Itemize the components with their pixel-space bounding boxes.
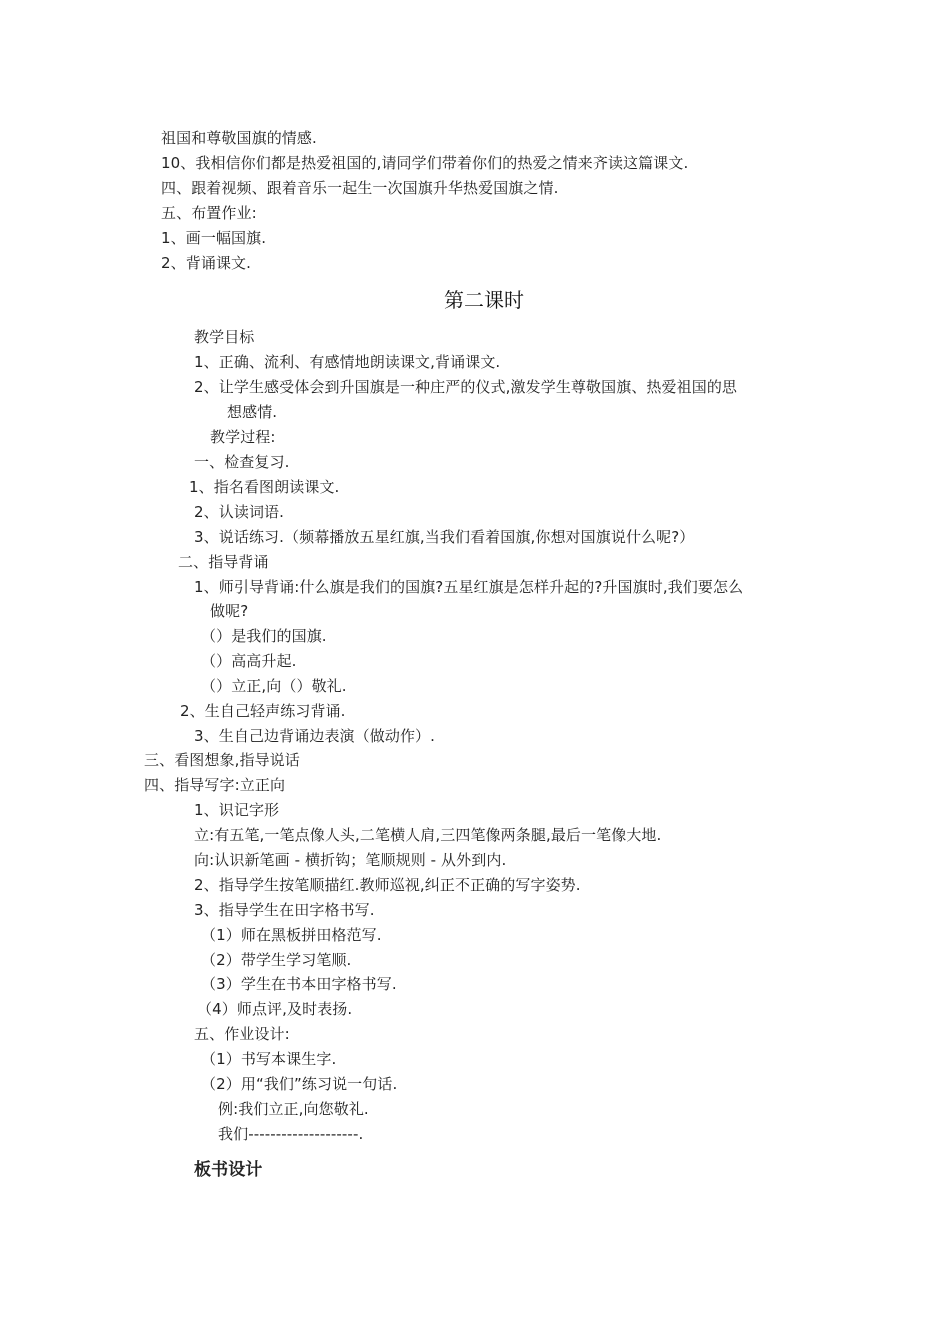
process-line: 立:有五笔,一笔点像人头,二笔横人肩,三四笔像两条腿,最后一笔像大地. xyxy=(194,826,662,844)
process-line: （2）带学生学习笔顺. xyxy=(201,951,352,969)
process-line: （3）学生在书本田字格书写. xyxy=(201,975,397,993)
process-line: （）高高升起. xyxy=(201,652,297,670)
process-line: 向:认识新笔画 - 横折钩；笔顺规则 - 从外到内. xyxy=(194,851,507,869)
text-line: 1、画一幅国旗. xyxy=(161,229,267,247)
process-line: 2、认读词语. xyxy=(194,503,285,521)
process-line: 四、指导写字:立正向 xyxy=(144,776,286,794)
process-line: （）是我们的国旗. xyxy=(201,627,327,645)
board-design-heading: 板书设计 xyxy=(194,1160,263,1180)
goal-item: 2、让学生感受体会到升国旗是一种庄严的仪式,激发学生尊敬国旗、热爱祖国的思 xyxy=(194,378,738,396)
process-line: 1、识记字形 xyxy=(194,801,280,819)
text-line: 四、跟着视频、跟着音乐一起生一次国旗升华热爱国旗之情. xyxy=(161,179,559,197)
process-line: 3、说话练习.（频幕播放五星红旗,当我们看着国旗,你想对国旗说什么呢?） xyxy=(194,528,695,546)
process-line: 例:我们立正,向您敬礼. xyxy=(218,1100,369,1118)
process-line: 三、看图想象,指导说话 xyxy=(144,751,300,769)
process-line: 我们--------------------. xyxy=(218,1125,364,1143)
text-line: 祖国和尊敬国旗的情感. xyxy=(161,129,317,147)
process-line: 3、生自己边背诵边表演（做动作）. xyxy=(194,727,436,745)
section-title: 第二课时 xyxy=(444,288,524,312)
process-line: 1、师引导背诵:什么旗是我们的国旗?五星红旗是怎样升起的?升国旗时,我们要怎么 xyxy=(194,578,744,596)
process-line: 1、指名看图朗读课文. xyxy=(189,478,340,496)
process-line: 2、生自己轻声练习背诵. xyxy=(180,702,346,720)
process-line: 二、指导背诵 xyxy=(178,553,269,571)
process-line: （）立正,向（）敬礼. xyxy=(201,677,347,695)
process-line: 3、指导学生在田字格书写. xyxy=(194,901,375,919)
goals-heading: 教学目标 xyxy=(194,328,255,346)
text-line: 2、背诵课文. xyxy=(161,254,252,272)
process-line: 五、作业设计: xyxy=(194,1025,290,1043)
process-line: （4）师点评,及时表扬. xyxy=(197,1000,353,1018)
process-line: 一、检查复习. xyxy=(194,453,290,471)
process-heading: 教学过程: xyxy=(210,428,276,446)
process-line: （2）用“我们”练习说一句话. xyxy=(201,1075,398,1093)
text-line: 五、布置作业: xyxy=(161,204,257,222)
process-line: （1）书写本课生字. xyxy=(201,1050,337,1068)
process-line: （1）师在黑板拼田格范写. xyxy=(201,926,382,944)
process-line: 2、指导学生按笔顺描红.教师巡视,纠正不正确的写字姿势. xyxy=(194,876,581,894)
text-line: 10、我相信你们都是热爱祖国的,请同学们带着你们的热爱之情来齐读这篇课文. xyxy=(161,154,689,172)
goal-item: 1、正确、流利、有感情地朗读课文,背诵课文. xyxy=(194,353,501,371)
goal-item: 想感情. xyxy=(227,403,278,421)
process-line: 做呢? xyxy=(210,602,249,620)
